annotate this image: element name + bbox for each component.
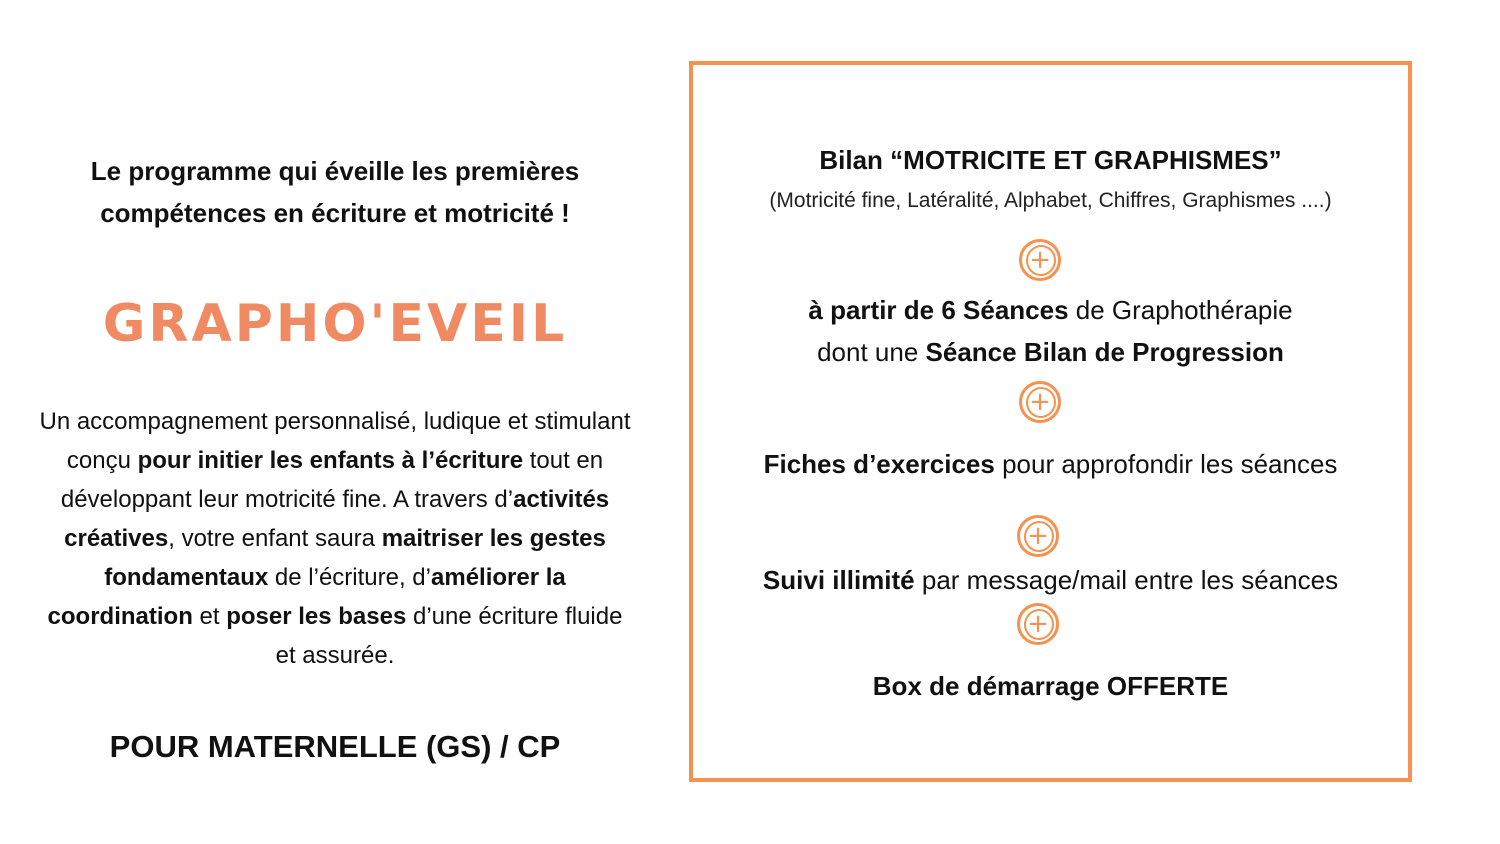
tagline-line-1: Le programme qui éveille les premières	[90, 156, 580, 186]
seances-bold: Séance Bilan de Progression	[925, 337, 1284, 367]
desc-bold: améliorer la coordination	[47, 564, 566, 630]
suivi-line	[693, 565, 1408, 596]
suivi-text: par message/mail entre les séances	[914, 565, 1339, 595]
seances-text: de Graphothérapie	[1068, 295, 1293, 325]
seances-line-1	[693, 295, 1408, 326]
desc-text: d’une écriture fluide et assurée.	[275, 603, 623, 669]
desc-bold: activités créatives	[64, 486, 610, 552]
seances-line-2	[693, 337, 1408, 368]
plus-icon: +	[1027, 609, 1049, 639]
desc-text: et	[192, 603, 227, 630]
plus-icon: +	[1029, 245, 1051, 275]
bilan-subtitle: (Motricité fine, Latéralité, Alphabet, Chiffres, Graphismes ....)	[769, 189, 1332, 212]
left-column	[30, 150, 640, 767]
seances-text: dont une	[817, 337, 926, 367]
desc-bold: poser les bases	[226, 603, 407, 630]
tagline	[30, 150, 640, 234]
desc-bold: maitriser les gestes fondamentaux	[104, 525, 606, 591]
plus-circle-icon	[1017, 515, 1059, 557]
desc-text: tout en développant leur motricité fine. A travers d’	[60, 447, 604, 513]
plus-circle-icon	[1019, 381, 1061, 423]
seances-bold: à partir de 6 Séances	[808, 295, 1069, 325]
desc-text: de l’écriture, d’	[268, 564, 431, 591]
description	[30, 402, 640, 675]
plus-circle-icon	[1017, 603, 1059, 645]
box-offerte: Box de démarrage OFFERTE	[872, 671, 1229, 701]
tagline-line-2: compétences en écriture et motricité !	[100, 198, 570, 228]
fiches-text: pour approfondir les séances	[994, 449, 1338, 479]
desc-bold: pour initier les enfants à l’écriture	[137, 447, 524, 474]
plus-icon: +	[1029, 387, 1051, 417]
desc-text: Un accompagnement personnalisé, ludique et stimulant conçu	[39, 408, 631, 474]
bilan-title: Bilan “MOTRICITE ET GRAPHISMES”	[819, 145, 1282, 175]
plus-icon: +	[1027, 521, 1049, 551]
audience-heading: POUR MATERNELLE (GS) / CP	[109, 729, 561, 764]
offer-box	[689, 61, 1412, 782]
plus-circle-icon	[1019, 239, 1061, 281]
desc-text: , votre enfant saura	[168, 525, 382, 552]
fiches-line	[693, 449, 1408, 480]
suivi-bold: Suivi illimité	[762, 565, 915, 595]
fiches-bold: Fiches d’exercices	[763, 449, 995, 479]
brand-logo: GRAPHO'EVEIL	[102, 294, 568, 354]
